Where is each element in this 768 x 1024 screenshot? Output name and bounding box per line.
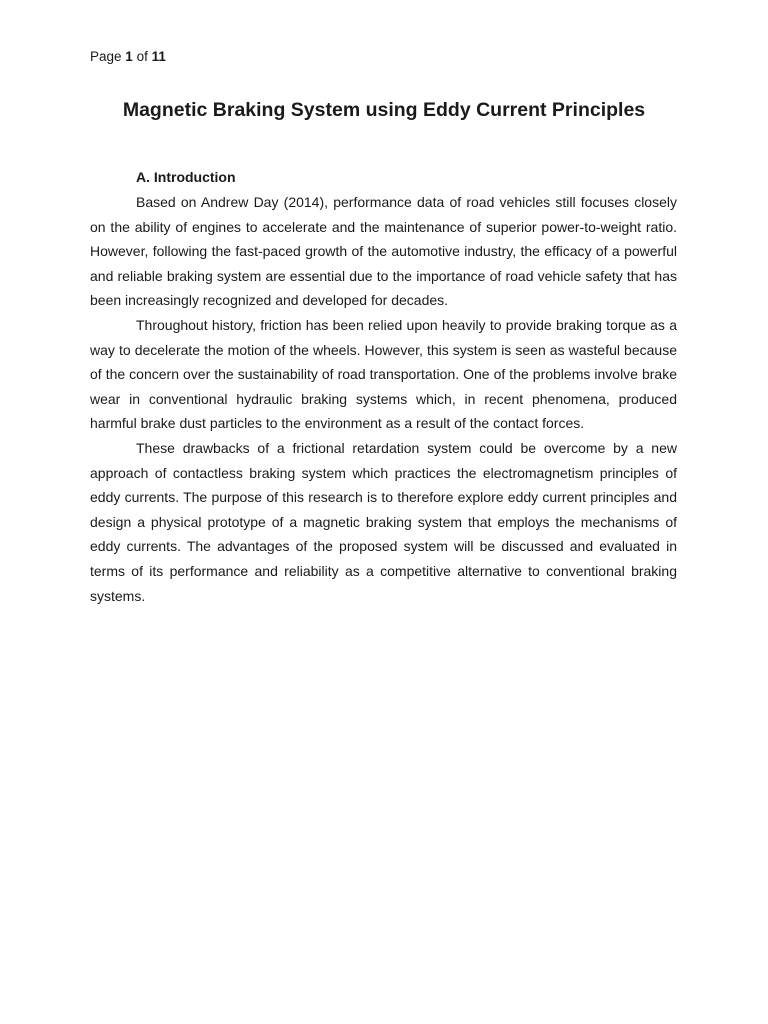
page-total: 11 xyxy=(151,49,166,64)
paragraph: These drawbacks of a frictional retardation system could be overcome by a new approach of contactless braking system which practices the electromagnetism principles of eddy currents. The purpose of this research is to therefore explore eddy current principles and design a physical prototype of a magnetic braking system that employs the mechanisms of eddy currents. The advantages of the proposed system will be discussed and evaluated in terms of its performance and reliability as a competitive alternative to conventional braking systems. xyxy=(90,439,677,604)
section-body xyxy=(90,190,677,608)
section-heading: A. Introduction xyxy=(136,169,236,185)
paragraph: Throughout history, friction has been relied upon heavily to provide braking torque as a way to decelerate the motion of the wheels. However, this system is seen as wasteful because of the concern over the sustainability of road transportation. One of the problems involve brake wear in conventional hydraulic braking systems which, in recent phenomena, produced harmful brake dust particles to the environment as a result of the contact forces. xyxy=(90,316,677,432)
page-of: of xyxy=(136,49,148,64)
page-current: 1 xyxy=(125,49,133,64)
document-title: Magnetic Braking System using Eddy Current Principles xyxy=(122,99,646,121)
page-number xyxy=(90,49,166,65)
page-label: Page xyxy=(90,49,122,64)
paragraph: Based on Andrew Day (2014), performance data of road vehicles still focuses closely on the ability of engines to accelerate and the maintenance of superior power-to-weight ratio. However, following the fast-paced growth of the automotive industry, the efficacy of a powerful and reliable braking system are essential due to the importance of road vehicle safety that has been increasingly recognized and developed for decades. xyxy=(90,194,677,309)
